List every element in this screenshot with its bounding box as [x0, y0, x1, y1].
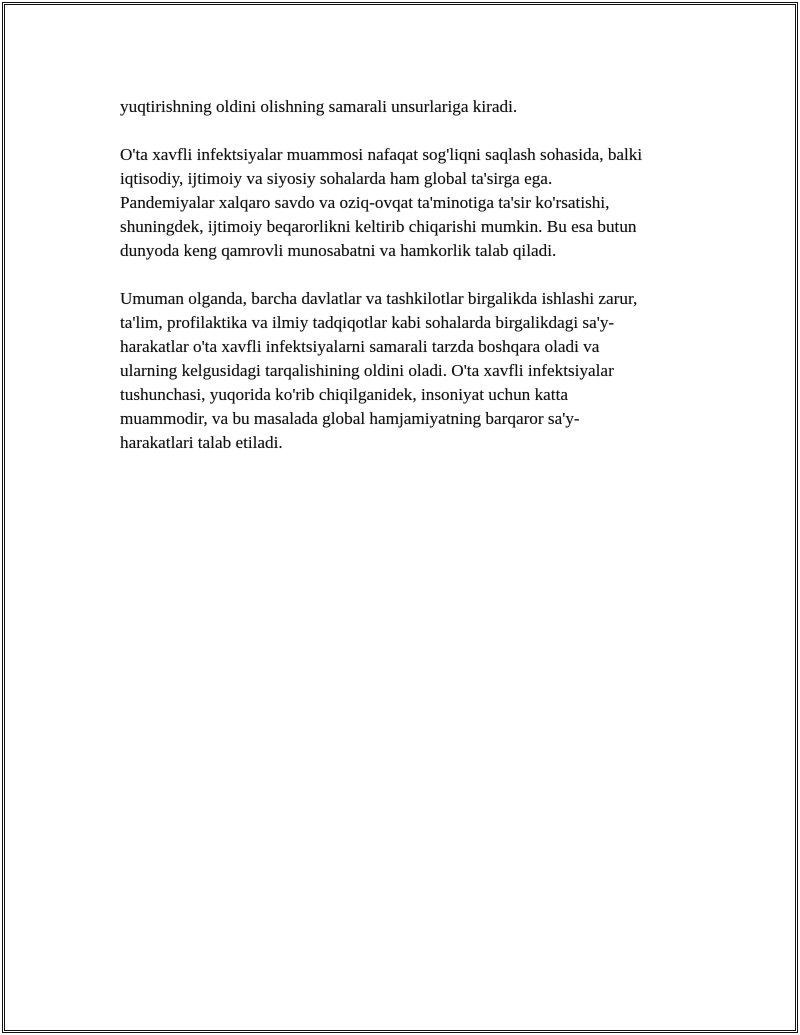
paragraph-global-impact: O'ta xavfli infektsiyalar muammosi nafaqat sog'liqni saqlash sohasida, balki iqtisodiy, ijtimoiy va siyosiy sohalarda ham global ta'sirga ega. Pandemiyalar xalqaro savdo va oziq-ovqat ta'minotiga ta'sir ko'rsatishi, shuningdek, ijtimoiy beqarorlikni keltirib chiqarishi mumkin. Bu esa butun dunyoda keng qamrovli munosabatni va hamkorlik talab qiladi.	[120, 145, 643, 260]
paragraph-conclusion: Umuman olganda, barcha davlatlar va tashkilotlar birgalikda ishlashi zarur, ta'lim, profilaktika va ilmiy tadqiqotlar kabi sohalarda birgalikdagi sa'y- harakatlar o'ta xavfli infektsiyalarni samarali tarzda boshqara oladi va ularning kelgusidagi tarqalishining oldini oladi. O'ta xavfli infektsiyalar tushunchasi, yuqorida ko'rib chiqilganidek, insoniyat uchun katta muammodir, va bu masalada global hamjamiyatning barqaror sa'y- harakatlari talab etiladi.	[120, 289, 638, 452]
document-body	[120, 95, 680, 479]
page-border	[2, 2, 798, 1033]
paragraph-continuation: yuqtirishning oldini olishning samarali unsurlariga kiradi.	[120, 97, 518, 116]
